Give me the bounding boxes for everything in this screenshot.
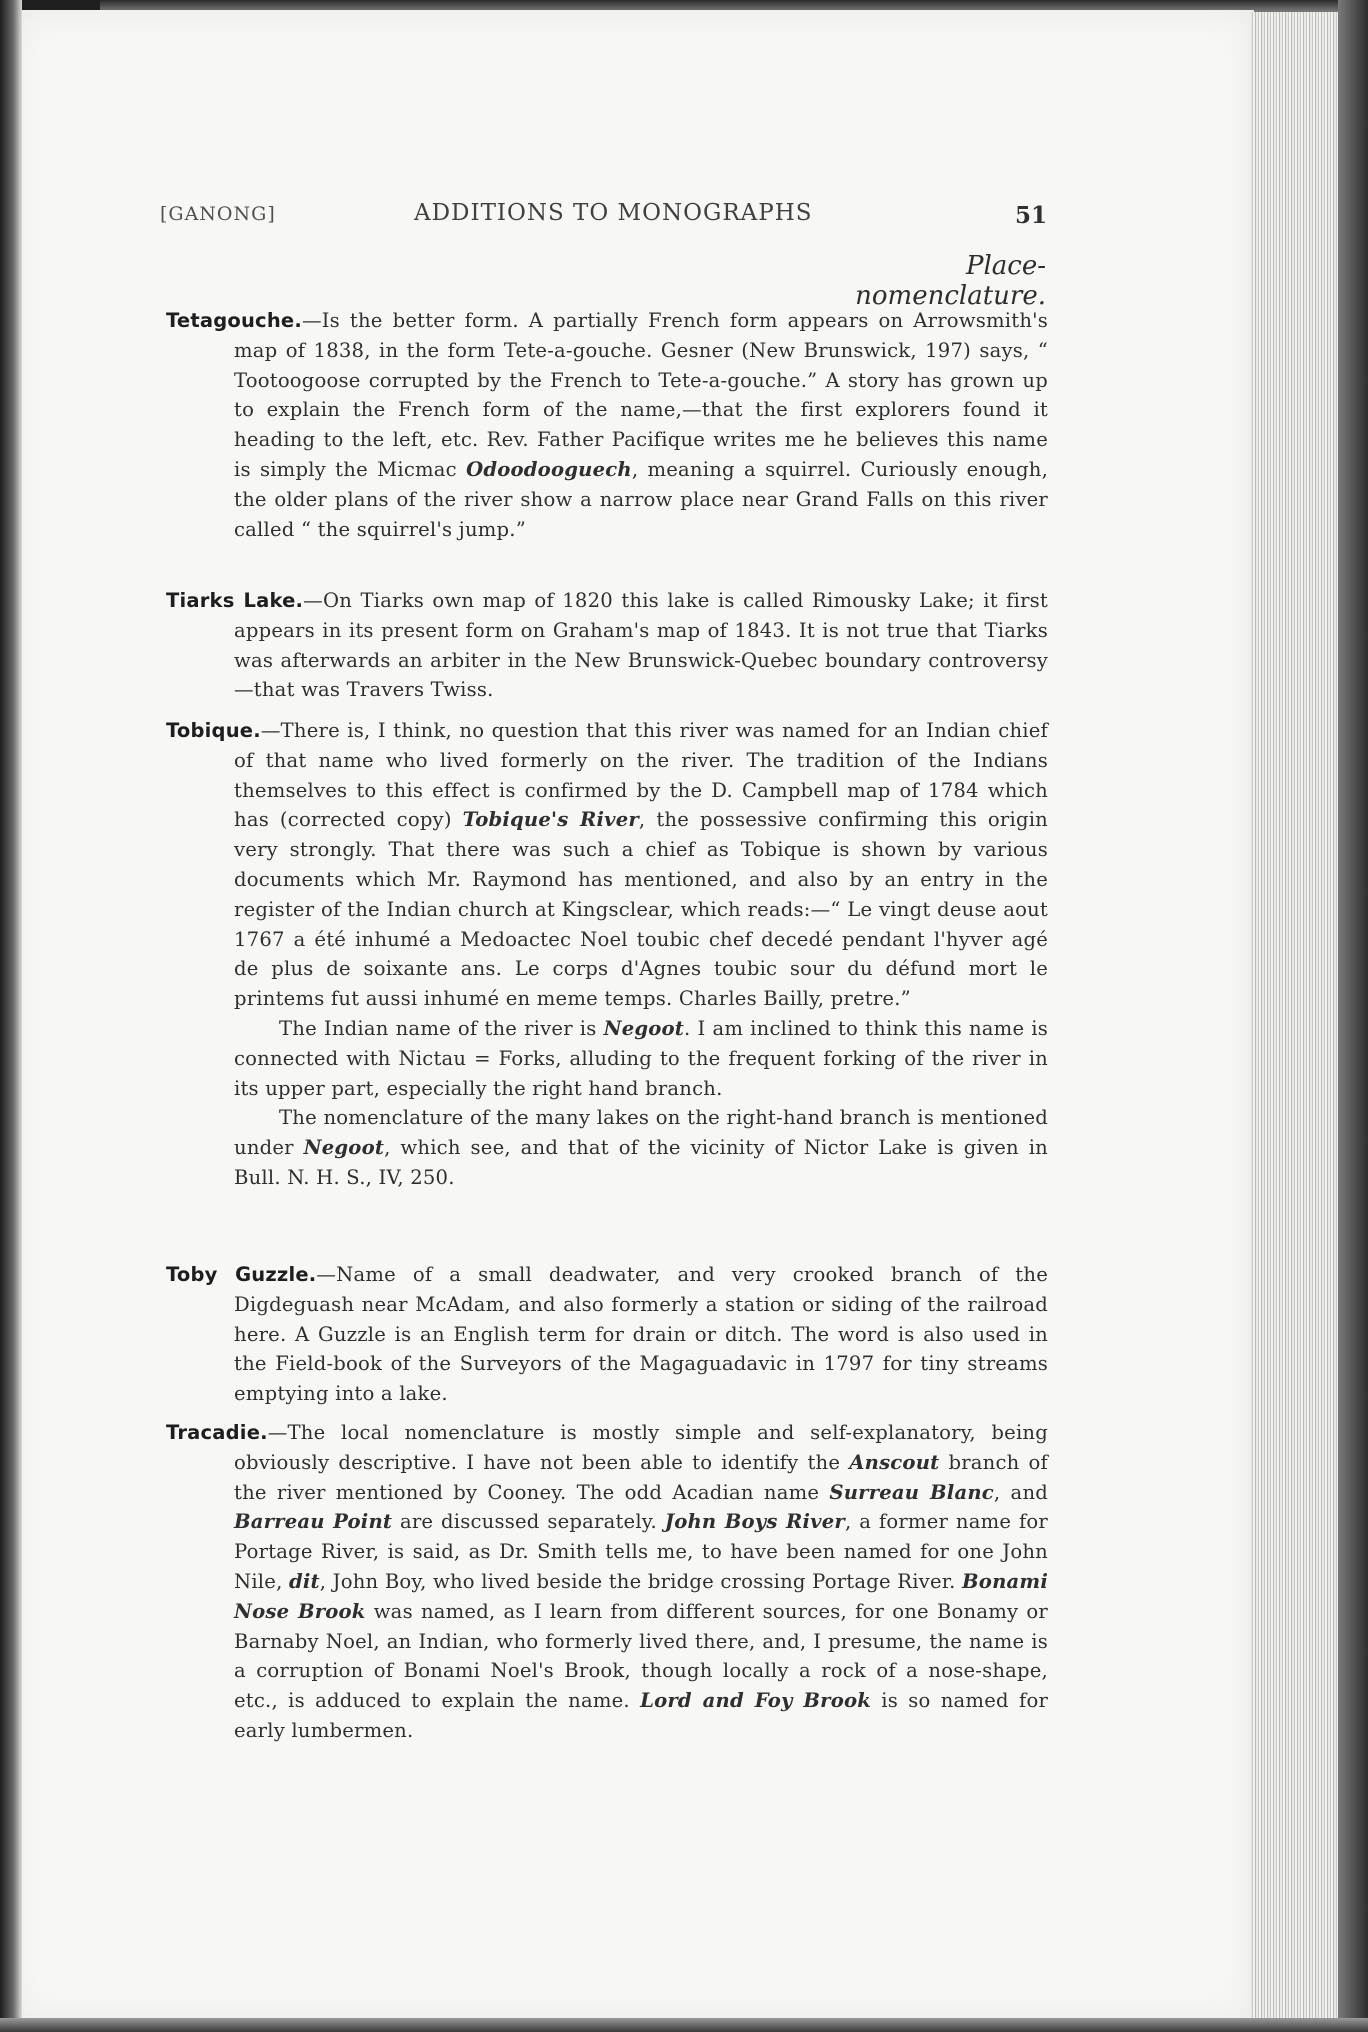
italic-place-name: Odoodooguech: [466, 457, 632, 481]
entry-text: The Indian name of the river is: [279, 1016, 604, 1040]
italic-place-name: Anscout: [849, 1450, 940, 1474]
entry-text: , and: [993, 1480, 1049, 1504]
entry-headword: Tobique.: [166, 719, 261, 742]
entry-text: The nomenclature of the many lakes on the right-hand branch is mentioned under: [234, 1106, 1048, 1160]
entry-paragraph: [166, 306, 1048, 544]
italic-place-name: John Boys River: [664, 1510, 845, 1534]
page-fore-edge: [1250, 12, 1342, 2020]
entry-headword: Toby Guzzle.: [166, 1263, 317, 1286]
italic-place-name: dit: [288, 1569, 320, 1593]
entry-headword: Tetagouche.: [166, 309, 302, 332]
entry-text: —Is the better form. A partially French form appears on Arrowsmith's map of 1838, in the form Tete-a-gouche. Gesner (New Brunswick, 197) says, “ Tootoogoose corrupted by the French to Tete-a-gouche.” A story has grown up to explain the French form of the name,—that the first explorers found it heading to the left, etc. Rev. Father Pacifique writes me he believes this name is simply the Micmac: [234, 309, 1048, 481]
entry-toby-guzzle: [166, 1260, 1048, 1409]
entry-continuation-paragraph: [166, 1103, 1048, 1192]
entry-tiarks-lake: [166, 586, 1048, 705]
italic-place-name: Lord and Foy Brook: [640, 1689, 872, 1713]
entry-text: —The local nomenclature is mostly simple and self-explanatory, being obviously descriptive. I have not been able to identify the: [234, 1421, 1048, 1474]
running-head-title: ADDITIONS TO MONOGRAPHS: [414, 200, 813, 226]
entry-paragraph: [166, 1260, 1048, 1409]
entry-tetagouche: [166, 306, 1048, 544]
entry-text: —Name of a small deadwater, and very crooked branch of the Digdeguash near McAdam, and also formerly a station or siding of the railroad here. A Guzzle is an English term for drain or ditch. The word is also used in the Field-book of the Surveyors of the Magaguadavic in 1797 for tiny streams emptying into a lake.: [234, 1263, 1048, 1406]
entry-text: , the possessive confirming this origin very strongly. That there was such a chief as Tobique is shown by various documents which Mr. Raymond has mentioned, and also by an entry in the register of the Indian church at Kingsclear, which reads:—“ Le vingt deuse aout 1767 a été inhumé a Medoactec Noel toubic chef decedé pendant l'hyver agé de plus de soixante ans. Le corps d'Agnes toubic sour du défund mort le printems fut aussi inhumé en meme temps. Charles Bailly, pretre.”: [234, 808, 1048, 1011]
entry-paragraph: [166, 716, 1048, 1014]
entry-text: was named, as I learn from different sources, for one Bonamy or Barnaby Noel, an Indian, who formerly lived there, and, I presume, the name is a corruption of Bonami Noel's Brook, though locally a rock of a nose-shape, etc., is adduced to explain the name.: [234, 1599, 1048, 1713]
entry-tracadie: [166, 1418, 1048, 1746]
section-subhead: Place-nomenclature.: [855, 251, 1046, 311]
entry-paragraph: [166, 1418, 1048, 1746]
entry-tobique: [166, 716, 1048, 1193]
entry-text: , meaning a squirrel. Curiously enough, the older plans of the river show a narrow place near Grand Falls on this river called “ the squirrel's jump.”: [234, 457, 1048, 541]
fore-edge-shadow: [1338, 0, 1368, 2032]
entry-text: —On Tiarks own map of 1820 this lake is called Rimousky Lake; it first appears in its present form on Graham's map of 1843. It is not true that Tiarks was afterwards an arbiter in the New Brunswick-Quebec boundary controversy—that was Travers Twiss.: [234, 589, 1048, 702]
entry-text: is so named for early lumbermen.: [234, 1689, 1049, 1742]
entry-text: , which see, and that of the vicinity of Nictor Lake is given in Bull. N. H. S., IV, 250.: [234, 1136, 1048, 1189]
running-head-author: [GANONG]: [160, 203, 276, 225]
italic-place-name: Barreau Point: [234, 1510, 393, 1534]
italic-place-name: Negoot: [303, 1136, 385, 1160]
book-bottom-edge: [0, 2018, 1368, 2032]
entry-text: . I am inclined to think this name is connected with Nictau = Forks, alluding to the frequent forking of the river in its upper part, especially the right hand branch.: [234, 1016, 1049, 1100]
italic-place-name: Tobique's River: [462, 808, 639, 832]
italic-place-name: Surreau Blanc: [829, 1480, 994, 1504]
entry-headword: Tiarks Lake.: [166, 589, 304, 612]
entry-headword: Tracadie.: [166, 1421, 268, 1444]
entry-paragraph: [166, 586, 1048, 705]
entry-continuation-paragraph: [166, 1014, 1048, 1103]
italic-place-name: Negoot: [603, 1016, 685, 1040]
entry-text: are discussed separately.: [392, 1510, 665, 1534]
entry-text: branch of the river mentioned by Cooney. The odd Acadian name: [234, 1450, 1048, 1504]
entry-text: , a former name for Portage River, is said, as Dr. Smith tells me, to have been named for one John Nile,: [234, 1510, 1048, 1593]
page-number: 51: [1015, 202, 1048, 229]
entry-text: , John Boy, who lived beside the bridge crossing Portage River.: [319, 1569, 963, 1593]
book-gutter: [0, 0, 22, 2032]
italic-place-name: Bonami Nose Brook: [234, 1569, 1048, 1623]
entry-text: —There is, I think, no question that this river was named for an Indian chief of that name who lived formerly on the river. The tradition of the Indians themselves to this effect is confirmed by the D. Campbell map of 1784 which has (corrected copy): [234, 719, 1048, 832]
